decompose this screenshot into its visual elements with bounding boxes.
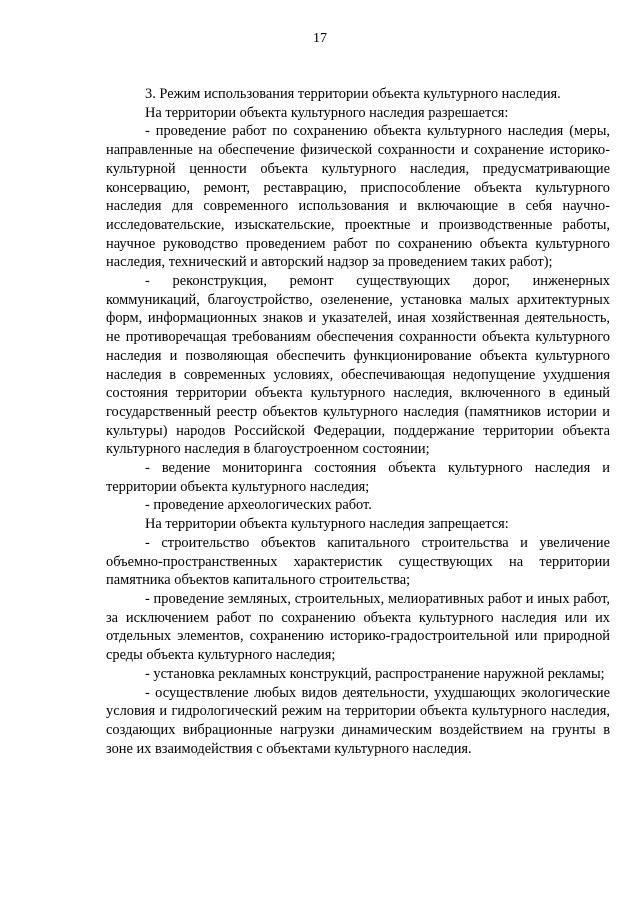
prohibited-item-advertising: - установка рекламных конструкций, распространение наружной рекламы;	[145, 665, 605, 682]
prohibited-intro: На территории объекта культурного наследия запрещается:	[145, 516, 509, 533]
permitted-item-preservation: - проведение работ по сохранению объекта культурного наследия (меры, направленные на обеспечение физической сохранности и сохранение историко-культурной ценности объекта культурного наследия, предусматривающие консервацию, ремонт, реставрацию, приспособление объекта культурного наследия для современного использования и включающие в себя научно-исследовательские, изыскательские, проектные и производственные работы, научное руководство проведением работ по сохранению объекта культурного наследия, технический и авторский надзор за проведением таких работ);	[106, 123, 610, 271]
permitted-intro: На территории объекта культурного наследия разрешается:	[145, 104, 509, 121]
prohibited-item-earthworks: - проведение земляных, строительных, мелиоративных работ и иных работ, за исключением работ по сохранению объекта культурного наследия или их отдельных элементов, сохранению историко-градостроительной или природной среды объекта культурного наследия;	[106, 590, 610, 664]
page-number: 17	[313, 31, 327, 46]
permitted-item-reconstruction: - реконструкция, ремонт существующих дорог, инженерных коммуникаций, благоустройство, озеленение, установка малых архитектурных форм, информационных знаков и указателей, иная хозяйственная деятельность, не противоречащая требованиям обеспечения сохранности объекта культурного наследия и позволяющая обеспечить функционирование объекта культурного наследия в современных условиях, обеспечивающая недопущение ухудшения состояния территории объекта культурного наследия, включенного в единый государственный реестр объектов культурного наследия (памятников истории и культуры) народов Российской Федерации, поддержание территории объекта культурного наследия в благоустроенном состоянии;	[106, 273, 610, 458]
prohibited-item-harmful-activity: - осуществление любых видов деятельности, ухудшающих экологические условия и гидрологический режим на территории объекта культурного наследия, создающих вибрационные нагрузки динамическим воздействием на грунты в зоне их взаимодействия с объектами культурного наследия.	[106, 684, 610, 757]
prohibited-item-construction: - строительство объектов капитального строительства и увеличение объемно-пространственных характеристик существующих на территории памятника объектов капитального строительства;	[106, 534, 610, 589]
permitted-item-archaeology: - проведение археологических работ.	[145, 497, 372, 514]
permitted-item-monitoring: - ведение мониторинга состояния объекта культурного наследия и территории объекта культурного наследия;	[106, 460, 610, 495]
document-body	[106, 85, 610, 758]
section-heading: 3. Режим использования территории объекта культурного наследия.	[145, 86, 561, 102]
